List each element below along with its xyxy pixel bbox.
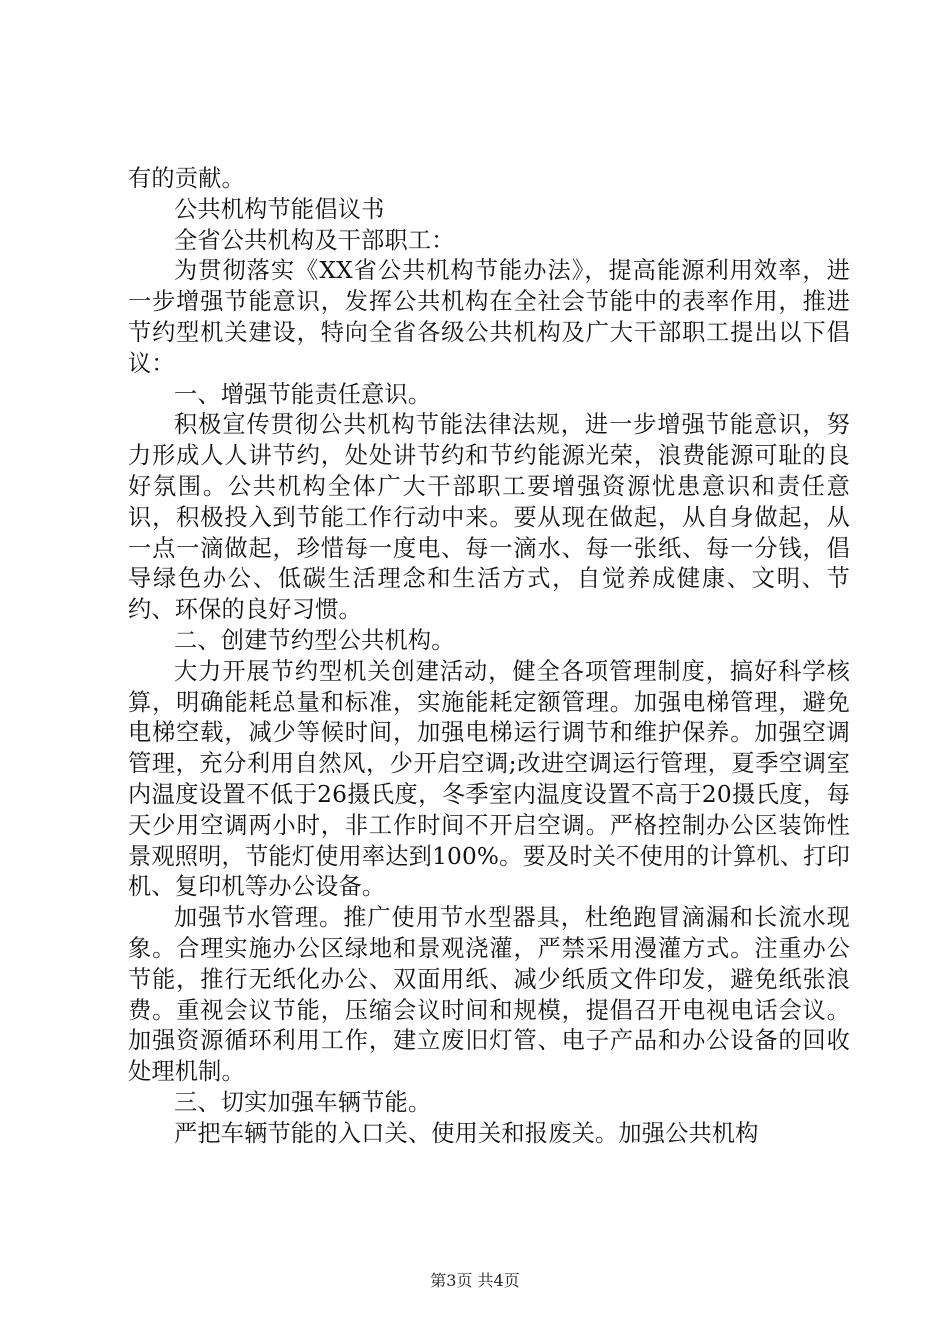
document-body <box>128 164 850 1150</box>
section-heading-1: 一、增强节能责任意识。 <box>174 380 432 408</box>
paragraph-intro: 为贯彻落实《XX省公共机构节能办法》，提高能源利用效率，进一步增强节能意识，发挥公共机构在全社会节能中的表率作用，推进节约型机关建设，特向全省各级公共机构及广大干部职工提出以下倡议： <box>128 257 850 377</box>
paragraph-section-3: 严把车辆节能的入口关、使用关和报废关。加强公共机构 <box>174 1119 759 1147</box>
paragraph-section-2a: 大力开展节约型机关创建活动，健全各项管理制度，搞好科学核算，明确能耗总量和标准，实施能耗定额管理。加强电梯管理，避免电梯空载，减少等候时间，加强电梯运行调节和维护保养。加强空调管理，充分利用自然风，少开启空调;改进空调运行管理，夏季空调室内温度设置不低于26摄氏度，冬季室内温度设置不高于20摄氏度，每天少用空调两小时，非工作时间不开启空调。严格控制办公区装饰性景观照明，节能灯使用率达到100%。要及时关不使用的计算机、打印机、复印机等办公设备。 <box>128 657 850 901</box>
paragraph-section-2b: 加强节水管理。推广使用节水型器具，杜绝跑冒滴漏和长流水现象。合理实施办公区绿地和景观浇灌，严禁采用漫灌方式。注重办公节能，推行无纸化办公、双面用纸、减少纸质文件印发，避免纸张浪费。重视会议节能，压缩会议时间和规模，提倡召开电视电话会议。加强资源循环利用工作，建立废旧灯管、电子产品和办公设备的回收处理机制。 <box>128 904 850 1086</box>
document-title: 公共机构节能倡议书 <box>174 195 385 223</box>
section-heading-2: 二、创建节约型公共机构。 <box>174 626 455 654</box>
paragraph-section-1: 积极宣传贯彻公共机构节能法律法规，进一步增强节能意识，努力形成人人讲节约，处处讲节约和节约能源光荣，浪费能源可耻的良好氛围。公共机构全体广大干部职工要增强资源忧患意识和责任意识，积极投入到节能工作行动中来。要从现在做起，从自身做起，从一点一滴做起，珍惜每一度电、每一滴水、每一张纸、每一分钱，倡导绿色办公、低碳生活理念和生活方式，自觉养成健康、文明、节约、环保的良好习惯。 <box>128 411 850 624</box>
salutation: 全省公共机构及干部职工： <box>174 226 455 254</box>
page-footer: 第3页 共4页 <box>430 1271 520 1290</box>
paragraph-continuation: 有的贡献。 <box>128 165 245 192</box>
section-heading-3: 三、切实加强车辆节能。 <box>174 1088 432 1116</box>
